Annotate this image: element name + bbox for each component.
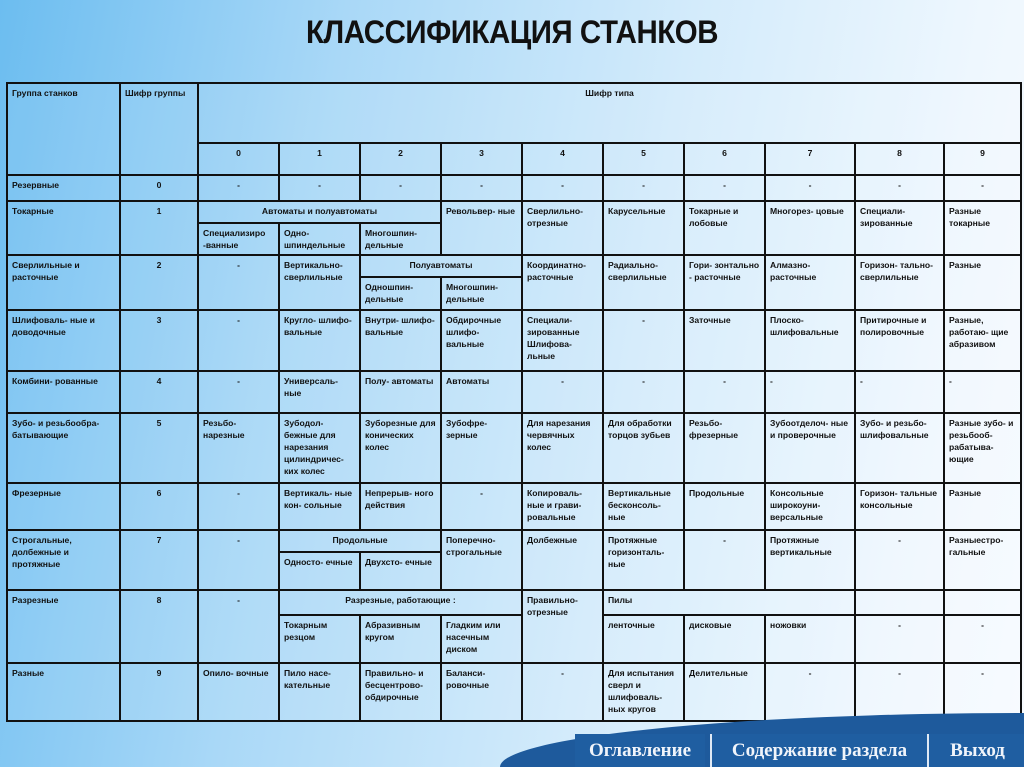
- type-cell: Консольные широкоуни- версальные: [765, 483, 855, 530]
- sub-cell: Многошпин- дельные: [360, 223, 441, 255]
- type-cell: Для нарезания червячных колес: [522, 413, 603, 483]
- type-cell: Вертикаль- ные кон- сольные: [279, 483, 360, 530]
- type-cell: Многорез- цовые: [765, 201, 855, 255]
- sub-cell: Специализиро -ванные: [198, 223, 279, 255]
- type-cell: -: [522, 175, 603, 201]
- type-number: 0: [198, 143, 279, 175]
- type-number: 5: [603, 143, 684, 175]
- type-cell: -: [441, 483, 522, 530]
- type-number: 8: [855, 143, 944, 175]
- group-code: 0: [120, 175, 198, 201]
- type-cell: Зубо- и резьбо- шлифовальные: [855, 413, 944, 483]
- table-row-group-1: [7, 201, 1021, 223]
- type-cell: Зубодол- бежные для нарезания цилиндричес- ких колес: [279, 413, 360, 483]
- type-cell: Разные: [944, 483, 1021, 530]
- type-cell: Разные токарные: [944, 201, 1021, 255]
- type-cell: Баланси- ровочные: [441, 663, 522, 721]
- type-cell: Зуборезные для конических колес: [360, 413, 441, 483]
- type-cell: -: [198, 590, 279, 663]
- group-name: Комбини- рованные: [7, 371, 120, 413]
- type-cell: Вертикальные бесконсоль- ные: [603, 483, 684, 530]
- type-cell: -: [684, 371, 765, 413]
- type-cell: Заточные: [684, 310, 765, 371]
- type-cell: Делительные: [684, 663, 765, 721]
- type-cell: Автоматы: [441, 371, 522, 413]
- table-row-group-0: [7, 175, 1021, 201]
- sub-cell: Многошпин- дельные: [441, 277, 522, 310]
- type-cell: -: [198, 371, 279, 413]
- type-cell: -: [765, 663, 855, 721]
- type-cell: Копироваль- ные и грави- ровальные: [522, 483, 603, 530]
- type-cell: -: [765, 371, 855, 413]
- type-cell: Пило насе- кательные: [279, 663, 360, 721]
- group-name: Зубо- и резьбообра- батывающие: [7, 413, 120, 483]
- type-cell: -: [684, 175, 765, 201]
- type-number: 6: [684, 143, 765, 175]
- group-name: Резервные: [7, 175, 120, 201]
- table-row-group-3: [7, 310, 1021, 371]
- group-code: 4: [120, 371, 198, 413]
- contents-button[interactable]: Оглавление: [575, 734, 705, 767]
- empty-cell: [855, 590, 944, 615]
- group-name: Разрезные: [7, 590, 120, 663]
- type-cell: Токарные и лобовые: [684, 201, 765, 255]
- type-cell: Специали- зированные Шлифова- льные: [522, 310, 603, 371]
- type-cell: -: [360, 175, 441, 201]
- header-type: Шифр типа: [198, 83, 1021, 143]
- table-row-group-4: [7, 371, 1021, 413]
- group-code: 2: [120, 255, 198, 310]
- section-contents-button[interactable]: Содержание раздела: [710, 734, 927, 767]
- span-header-cell: Разрезные, работающие :: [279, 590, 522, 615]
- type-cell: -: [855, 615, 944, 663]
- type-cell: -: [603, 175, 684, 201]
- type-cell: Разные: [944, 255, 1021, 310]
- type-cell: -: [855, 371, 944, 413]
- group-code: 5: [120, 413, 198, 483]
- type-cell: Горизон- тально- сверлильные: [855, 255, 944, 310]
- saw-cell: дисковые: [684, 615, 765, 663]
- sub-cell: Односто- ечные: [279, 552, 360, 590]
- type-cell: -: [603, 371, 684, 413]
- group-code: 1: [120, 201, 198, 255]
- type-cell: Разные, работаю- щие абразивом: [944, 310, 1021, 371]
- span-header-cell: Полуавтоматы: [360, 255, 522, 277]
- type-cell: Универсаль- ные: [279, 371, 360, 413]
- group-name: Токарные: [7, 201, 120, 255]
- type-cell: -: [855, 175, 944, 201]
- type-cell: Зубофре- зерные: [441, 413, 522, 483]
- type-cell: Продольные: [684, 483, 765, 530]
- group-code: 6: [120, 483, 198, 530]
- type-cell: Разныестро- гальные: [944, 530, 1021, 590]
- classification-table: [6, 82, 1022, 722]
- type-number: 1: [279, 143, 360, 175]
- group-name: Разные: [7, 663, 120, 721]
- type-cell: Кругло- шлифо- вальные: [279, 310, 360, 371]
- header-group: Группа станков: [7, 83, 120, 175]
- type-cell: Револьвер- ные: [441, 201, 522, 255]
- type-cell: -: [198, 530, 279, 590]
- type-cell: -: [198, 483, 279, 530]
- span-header-cell: Автоматы и полуавтоматы: [198, 201, 441, 223]
- type-cell: Горизон- тальные консольные: [855, 483, 944, 530]
- type-cell: Правильно- и бесцентрово- обдирочные: [360, 663, 441, 721]
- type-cell: Протяжные вертикальные: [765, 530, 855, 590]
- group-name: Шлифоваль- ные и доводочные: [7, 310, 120, 371]
- type-cell: -: [944, 615, 1021, 663]
- type-cell: -: [522, 663, 603, 721]
- type-cell: -: [522, 371, 603, 413]
- type-cell: -: [198, 310, 279, 371]
- type-cell: Для испытания сверл и шлифоваль- ных кругов: [603, 663, 684, 721]
- type-cell: Координатно- расточные: [522, 255, 603, 310]
- type-cell: -: [441, 175, 522, 201]
- group-code: 9: [120, 663, 198, 721]
- type-cell: Плоско- шлифовальные: [765, 310, 855, 371]
- type-cell: -: [855, 530, 944, 590]
- saws-header-cell: Пилы: [603, 590, 855, 615]
- group-name: Строгальные, долбежные и протяжные: [7, 530, 120, 590]
- table-row-group-5: [7, 413, 1021, 483]
- type-cell: Карусельные: [603, 201, 684, 255]
- type-cell: Зубоотделоч- ные и проверочные: [765, 413, 855, 483]
- type-cell: Гори- зонтально - расточные: [684, 255, 765, 310]
- type-cell: -: [765, 175, 855, 201]
- type-cell: Резьбо- фрезерные: [684, 413, 765, 483]
- group-name: Сверлильные и расточные: [7, 255, 120, 310]
- table-row-group-9: [7, 663, 1021, 721]
- type-cell: -: [198, 175, 279, 201]
- type-cell: Для обработки торцов зубьев: [603, 413, 684, 483]
- table-row-group-7: [7, 530, 1021, 552]
- type-number: 2: [360, 143, 441, 175]
- type-number: 3: [441, 143, 522, 175]
- sub-cell: Абразивным кругом: [360, 615, 441, 663]
- type-cell: Сверлильно- отрезные: [522, 201, 603, 255]
- type-cell: -: [855, 663, 944, 721]
- group-code: 3: [120, 310, 198, 371]
- empty-cell: [944, 590, 1021, 615]
- table-row-group-6: [7, 483, 1021, 530]
- saw-cell: ножовки: [765, 615, 855, 663]
- type-cell: -: [279, 175, 360, 201]
- type-cell: Обдирочные шлифо- вальные: [441, 310, 522, 371]
- type-cell: Алмазно- расточные: [765, 255, 855, 310]
- sub-cell: Двухсто- ечные: [360, 552, 441, 590]
- type-cell: Непрерыв- ного действия: [360, 483, 441, 530]
- header-code: Шифр группы: [120, 83, 198, 175]
- group-code: 7: [120, 530, 198, 590]
- type-number: 4: [522, 143, 603, 175]
- sub-cell: Токарным резцом: [279, 615, 360, 663]
- page-title: КЛАССИФИКАЦИЯ СТАНКОВ: [305, 14, 718, 50]
- type-cell: Разные зубо- и резьбооб- рабатыва- ющие: [944, 413, 1021, 483]
- group-code: 8: [120, 590, 198, 663]
- type-cell: -: [944, 663, 1021, 721]
- type-cell: -: [684, 530, 765, 590]
- type-cell: Резьбо- нарезные: [198, 413, 279, 483]
- group-name: Фрезерные: [7, 483, 120, 530]
- type-number: 9: [944, 143, 1021, 175]
- type-cell: Опило- вочные: [198, 663, 279, 721]
- type-cell: -: [603, 310, 684, 371]
- type-cell: Радиально- сверлильные: [603, 255, 684, 310]
- exit-button[interactable]: Выход: [927, 734, 1024, 767]
- type-cell: Долбежные: [522, 530, 603, 590]
- sub-cell: Одно- шпиндельные: [279, 223, 360, 255]
- type-cell: Правильно- отрезные: [522, 590, 603, 663]
- type-cell: Внутри- шлифо- вальные: [360, 310, 441, 371]
- sub-cell: Гладким или насечным диском: [441, 615, 522, 663]
- type-cell: Поперечно- строгальные: [441, 530, 522, 590]
- table-row-group-8: [7, 590, 1021, 615]
- sub-cell: Одношпин- дельные: [360, 277, 441, 310]
- type-cell: -: [198, 255, 279, 310]
- span-header-cell: Продольные: [279, 530, 441, 552]
- type-cell: Притирочные и полировочные: [855, 310, 944, 371]
- type-cell: Вертикально- сверлильные: [279, 255, 360, 310]
- type-cell: -: [944, 175, 1021, 201]
- type-number: 7: [765, 143, 855, 175]
- type-cell: Специали- зированные: [855, 201, 944, 255]
- type-cell: Полу- автоматы: [360, 371, 441, 413]
- saw-cell: ленточные: [603, 615, 684, 663]
- type-cell: Протяжные горизонталь- ные: [603, 530, 684, 590]
- table-row-group-2: [7, 255, 1021, 277]
- type-cell: -: [944, 371, 1021, 413]
